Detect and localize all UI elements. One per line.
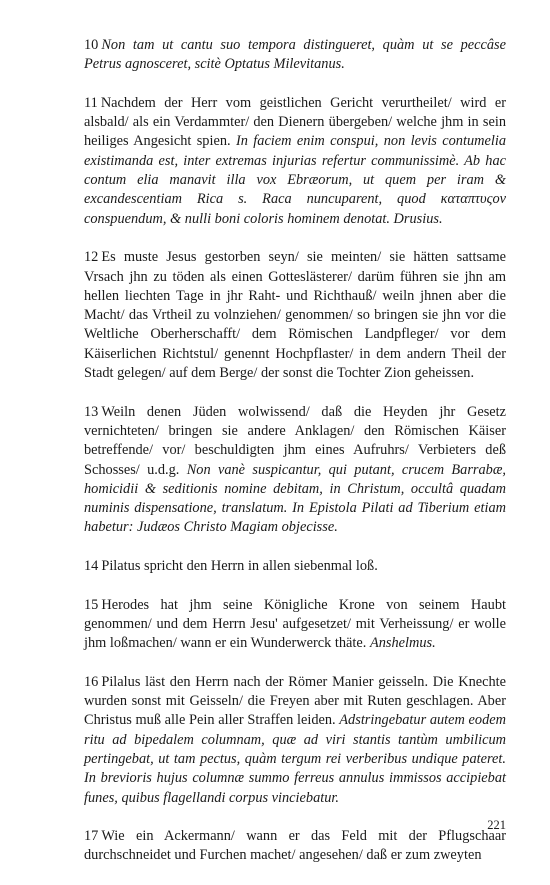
note-16 [84, 673, 506, 808]
note-15 [84, 596, 506, 654]
page-number: 221 [487, 818, 506, 832]
note-text-latin: Adstringebatur autem eodem ritu ad bipedalem columnam, quæ ad viri stantis tantùm umbilicum pertingebat, ut tam pectus, quàm tergum rei verberibus undique pateret. In brevioris hujus columnæ summo ferreus annulus immissos accipiebat funes, quibus flagellandi corpus vinciebatur. [84, 712, 506, 806]
note-number: 15 [84, 596, 99, 613]
note-14 [84, 557, 506, 576]
note-13 [84, 403, 506, 538]
note-10 [84, 36, 506, 75]
note-11 [84, 94, 506, 229]
note-text-german: Weiln denen Jüden wolwissend/ daß die Heyden jhr Gesetz vernichteten/ bringen sie andere Anklagen/ den Römischen Käiser betreffende/ vor/ beschuldigten jhm eines Aufruhrs/ Verbieters deß Schosses/ u.d.g. [84, 403, 506, 478]
note-text-german: Pilalus läst den Herrn nach der Römer Manier geisseln. Die Knechte wurden sonst mit Geisseln/ die Freyen aber mit Ruten geschlagen. Aber Christus muß alle Pein aller Straffen leiden. [84, 673, 506, 729]
note-number: 14 [84, 558, 99, 575]
note-text-german: Es muste Jesus gestorben seyn/ sie meinten/ sie hätten sattsame Vrsach jhn zu töden als einen Gotteslästerer/ darüm führen sie jhn am hellen liechten Tage in jhr Raht- und Richthauß/ weiln jhnen aber die Macht/ das Vrtheil zu volnziehen/ genommen/ so bringen sie jhn vor die Weltliche Oberherschafft/ dem Römischen Landpfleger/ vor dem Käiserlichen Richtstul/ genennt Hochpflaster/ in dem andern Theil der Stadt gelegen/ auf dem Berge/ der sonst die Tochter Zion geheissen. [84, 249, 506, 382]
note-text-german: Nachdem der Herr vom geistlichen Gericht verurtheilet/ wird er alsbald/ als ein Verdammter/ den Dienern übergeben/ welche jhm in sein heiliges Angesicht spien. [84, 94, 506, 150]
note-number: 10 [84, 37, 99, 53]
note-number: 11 [84, 94, 98, 111]
note-text-latin: In faciem enim conspui, non levis contumelia existimanda est, inter extremas injurias refertur communissimè. Ab hac contum elia manavit illa vox Ebræorum, ut quem per iram & excandescentiam Rica s. Raca nuncuparent, quod καταπτυςον conspuendum, & nulli boni coloris hominem denotat. Drusius. [84, 133, 506, 227]
note-number: 16 [84, 673, 99, 690]
note-text-german: Pilatus spricht den Herrn in allen siebenmal loß. [101, 558, 378, 575]
note-17 [84, 827, 506, 866]
note-12 [84, 248, 506, 383]
note-text-latin: Anshelmus. [369, 635, 436, 652]
note-text-latin: Non tam ut cantu suo tempora distingueret, quàm ut se peccâse Petrus agnosceret, scitè Optatus Milevitanus. [84, 37, 506, 73]
note-number: 17 [84, 828, 99, 845]
note-number: 12 [84, 249, 99, 266]
note-number: 13 [84, 403, 99, 420]
note-text-german: Herodes hat jhm seine Königliche Krone von seinem Haubt genommen/ und dem Herrn Jesu' aufgesetzet/ mit Verheissung/ er wolle jhm loßmachen/ wann er ein Wunderwerck thäte. [84, 596, 506, 652]
note-text-german: Wie ein Ackermann/ wann er das Feld mit der Pflugschaar durchschneidet und Furchen machet/ angesehen/ daß er zum zweyten [84, 828, 506, 864]
page-body [84, 36, 506, 885]
note-text-latin: Non vanè suspicantur, qui putant, crucem Barrabæ, homicidii & seditionis nomine debitam, in Christum, occultâ quadam numinis dispensatione, translatum. In Epistola Pilati ad Tiberium etiam habetur: Judæos Christo Magiam objecisse. [84, 461, 506, 536]
